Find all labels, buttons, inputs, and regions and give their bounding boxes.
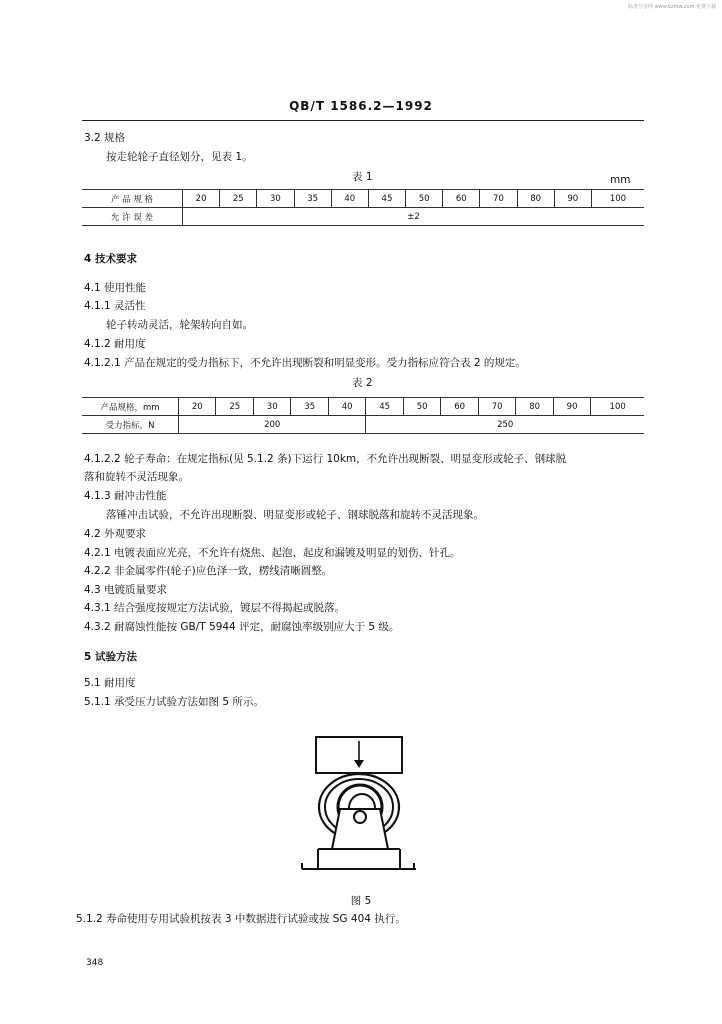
table2-force-row bbox=[82, 416, 644, 434]
table-cell: 25 bbox=[220, 190, 257, 208]
table-cell: 60 bbox=[441, 398, 478, 416]
table2-spec-label: 产品规格，mm bbox=[82, 398, 179, 416]
section-4-2-1-text: 4.2.1 电镀表面应光亮，不允许有烧焦、起泡、起皮和漏镀及明显的划伤、针孔。 bbox=[84, 547, 461, 559]
table-2 bbox=[82, 397, 644, 434]
table-cell: 40 bbox=[328, 398, 365, 416]
table-cell: 60 bbox=[443, 190, 480, 208]
section-4-1-2-1-text: 4.1.2.1 产品在规定的受力指标下，不允许出现断裂和明显变形。受力指标应符合表 2 的规定。 bbox=[84, 357, 526, 369]
section-5-1-heading: 5.1 耐用度 bbox=[84, 677, 136, 689]
table-cell: 35 bbox=[294, 190, 331, 208]
table2-force-value-b: 250 bbox=[366, 416, 644, 434]
section-5-1-1-text: 5.1.1 承受压力试验方法如图 5 所示。 bbox=[84, 696, 264, 708]
table1-title: 表 1 bbox=[352, 171, 373, 183]
section-4-3-2-text: 4.3.2 耐腐蚀性能按 GB/T 5944 评定，耐腐蚀率级别应大于 5 级。 bbox=[84, 621, 400, 633]
section-4-3-1-text: 4.3.1 结合强度按规定方法试验，镀层不得揭起或脱落。 bbox=[84, 602, 346, 614]
section-4-1-heading: 4.1 使用性能 bbox=[84, 282, 147, 294]
section-4-2-heading: 4.2 外观要求 bbox=[84, 528, 147, 540]
section-4-1-3-text: 落锤冲击试验，不允许出现断裂、明显变形或轮子、钢球脱落和旋转不灵活现象。 bbox=[106, 509, 484, 521]
table-cell: 90 bbox=[554, 190, 591, 208]
table1-tolerance-row bbox=[82, 208, 644, 226]
figure-5-caption: 图 5 bbox=[350, 895, 372, 907]
table2-title: 表 2 bbox=[352, 377, 373, 389]
section-4-1-1-heading: 4.1.1 灵活性 bbox=[84, 300, 146, 312]
table-cell: 45 bbox=[366, 398, 403, 416]
table-cell: 80 bbox=[516, 398, 553, 416]
table-cell: 90 bbox=[553, 398, 590, 416]
table-cell: 30 bbox=[257, 190, 294, 208]
table-cell: 35 bbox=[291, 398, 328, 416]
table-cell: 40 bbox=[331, 190, 368, 208]
table2-spec-row bbox=[82, 398, 644, 416]
wheel-bracket bbox=[302, 809, 416, 869]
table-1 bbox=[82, 189, 644, 226]
section-4-1-3-heading: 4.1.3 耐冲击性能 bbox=[84, 490, 167, 502]
section-4-heading: 4 技术要求 bbox=[84, 253, 137, 265]
table1-spec-row bbox=[82, 190, 644, 208]
table-cell: 70 bbox=[478, 398, 515, 416]
standard-number: QB/T 1586.2—1992 bbox=[289, 99, 433, 113]
table1-tolerance-label: 允 许 误 差 bbox=[82, 208, 183, 226]
table-cell: 70 bbox=[480, 190, 517, 208]
table1-unit: mm bbox=[610, 174, 631, 186]
table-cell: 100 bbox=[591, 190, 644, 208]
table-cell: 30 bbox=[253, 398, 290, 416]
section-5-heading: 5 试验方法 bbox=[84, 651, 137, 663]
page-number: 348 bbox=[86, 958, 104, 968]
section-3-2-text: 按走轮轮子直径划分，见表 1。 bbox=[106, 151, 253, 163]
table-cell: 20 bbox=[183, 190, 220, 208]
table2-force-value-a: 200 bbox=[179, 416, 366, 434]
section-4-1-2-heading: 4.1.2 耐用度 bbox=[84, 338, 146, 350]
table-cell: 50 bbox=[403, 398, 440, 416]
table1-tolerance-value: ±2 bbox=[183, 208, 645, 226]
table-cell: 50 bbox=[406, 190, 443, 208]
table-cell: 25 bbox=[216, 398, 253, 416]
table2-force-label: 受力指标，N bbox=[82, 416, 179, 434]
section-4-2-2-text: 4.2.2 非金属零件(轮子)应色泽一致，楞线清晰圆整。 bbox=[84, 565, 333, 577]
section-4-1-2-2-line1: 4.1.2.2 轮子寿命：在规定指标(见 5.1.2 条)下运行 10km，不允许出现断裂、明显变形或轮子、钢球脱 bbox=[84, 453, 567, 465]
section-4-3-heading: 4.3 电镀质量要求 bbox=[84, 584, 168, 596]
section-4-1-2-2-line2: 落和旋转不灵活现象。 bbox=[84, 471, 189, 483]
table-cell: 20 bbox=[179, 398, 216, 416]
header-rule bbox=[82, 120, 644, 121]
table-cell: 100 bbox=[591, 398, 644, 416]
section-4-1-1-text: 轮子转动灵活，轮架转向自如。 bbox=[106, 319, 253, 331]
table-cell: 45 bbox=[368, 190, 405, 208]
table-cell: 80 bbox=[517, 190, 554, 208]
figure-5-pressure-test-diagram bbox=[296, 735, 416, 877]
watermark: 标准分享网 www.bzfxw.com 免费下载 bbox=[628, 4, 716, 10]
section-5-1-2-text: 5.1.2 寿命使用专用试验机按表 3 中数据进行试验或按 SG 404 执行。 bbox=[76, 913, 406, 925]
table1-spec-label: 产 品 规 格 bbox=[82, 190, 183, 208]
section-3-2-heading: 3.2 规格 bbox=[84, 132, 126, 144]
